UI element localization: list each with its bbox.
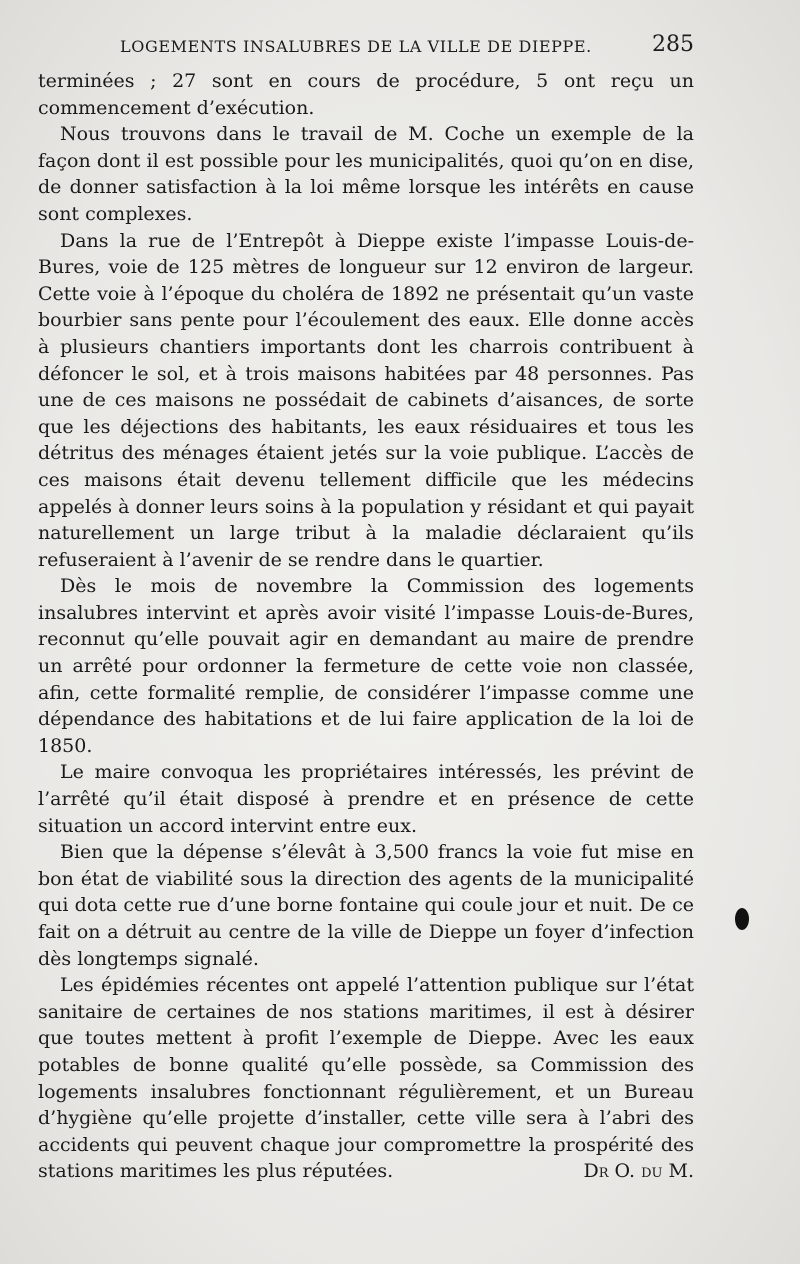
paragraph: Le maire convoqua les propriétaires intéressés, les prévint de l’arrêté qu’il était disposé à prendre et en présence de cette situation un accord intervint entre eux. <box>38 761 694 837</box>
ink-blot <box>735 908 749 930</box>
paragraph: Nous trouvons dans le travail de M. Coche un exemple de la façon dont il est possible pour les municipalités, quoi qu’on en dise, de donner satisfaction à la loi même lorsque les intérêts en cause sont complexes. <box>38 123 694 225</box>
paragraph-last-text: Les épidémies récentes ont appelé l’attention publique sur l’état sanitaire de certaines de nos stations maritimes, il est à désirer que toutes mettent à profit l’exemple de Dieppe. Avec les eaux potables de bonne qualité qu’elle possède, sa Commission des logements insalubres fonctionnant régulièrement, et un Bureau d’hygiène qu’elle projette d’installer, cette ville sera à l’abri des accidents qui peuvent chaque jour compromettre la prospérité des stations maritimes les plus réputées. <box>38 974 694 1183</box>
author-signature: Dr O. du M. <box>583 1160 694 1183</box>
body-text <box>38 68 694 1185</box>
page-number: 285 <box>652 32 694 57</box>
paragraph: Dans la rue de l’Entrepôt à Dieppe existe l’impasse Louis-de-Bures, voie de 125 mètres de longueur sur 12 environ de largeur. Cette voie à l’époque du choléra de 1892 ne présentait qu’un vaste bourbier sans pente pour l’écoulement des eaux. Elle donne accès à plusieurs chantiers importants dont les charrois contribuent à défoncer le sol, et à trois maisons habitées par 48 personnes. Pas une de ces maisons ne possédait de cabinets d’aisances, de sorte que les déjections des habitants, les eaux résiduaires et tous les détritus des ménages étaient jetés sur la voie publique. L’accès de ces maisons était devenu tellement difficile que les médecins appelés à donner leurs soins à la population y résidant et qui payait naturellement un large tribut à la maladie déclaraient qu’ils refuseraient à l’avenir de se rendre dans le quartier. <box>38 229 694 571</box>
running-title: LOGEMENTS INSALUBRES DE LA VILLE DE DIEPPE. <box>120 37 592 56</box>
paragraph-continuation: terminées ; 27 sont en cours de procédure, 5 ont reçu un commencement d’exécution. <box>38 70 694 119</box>
page-header <box>38 32 694 62</box>
paragraph-last <box>38 972 694 1185</box>
paragraph: Dès le mois de novembre la Commission des logements insalubres intervint et après avoir visité l’impasse Louis-de-Bures, reconnut qu’elle pouvait agir en demandant au maire de prendre un arrêté pour ordonner la fermeture de cette voie non classée, afin, cette formalité remplie, de considérer l’impasse comme une dépendance des habitations et de lui faire application de la loi de 1850. <box>38 575 694 757</box>
paragraph: Bien que la dépense s’élevât à 3,500 francs la voie fut mise en bon état de viabilité sous la direction des agents de la municipalité qui dota cette rue d’une borne fontaine qui coule jour et nuit. De ce fait on a détruit au centre de la ville de Dieppe un foyer d’infection dès longtemps signalé. <box>38 841 694 970</box>
